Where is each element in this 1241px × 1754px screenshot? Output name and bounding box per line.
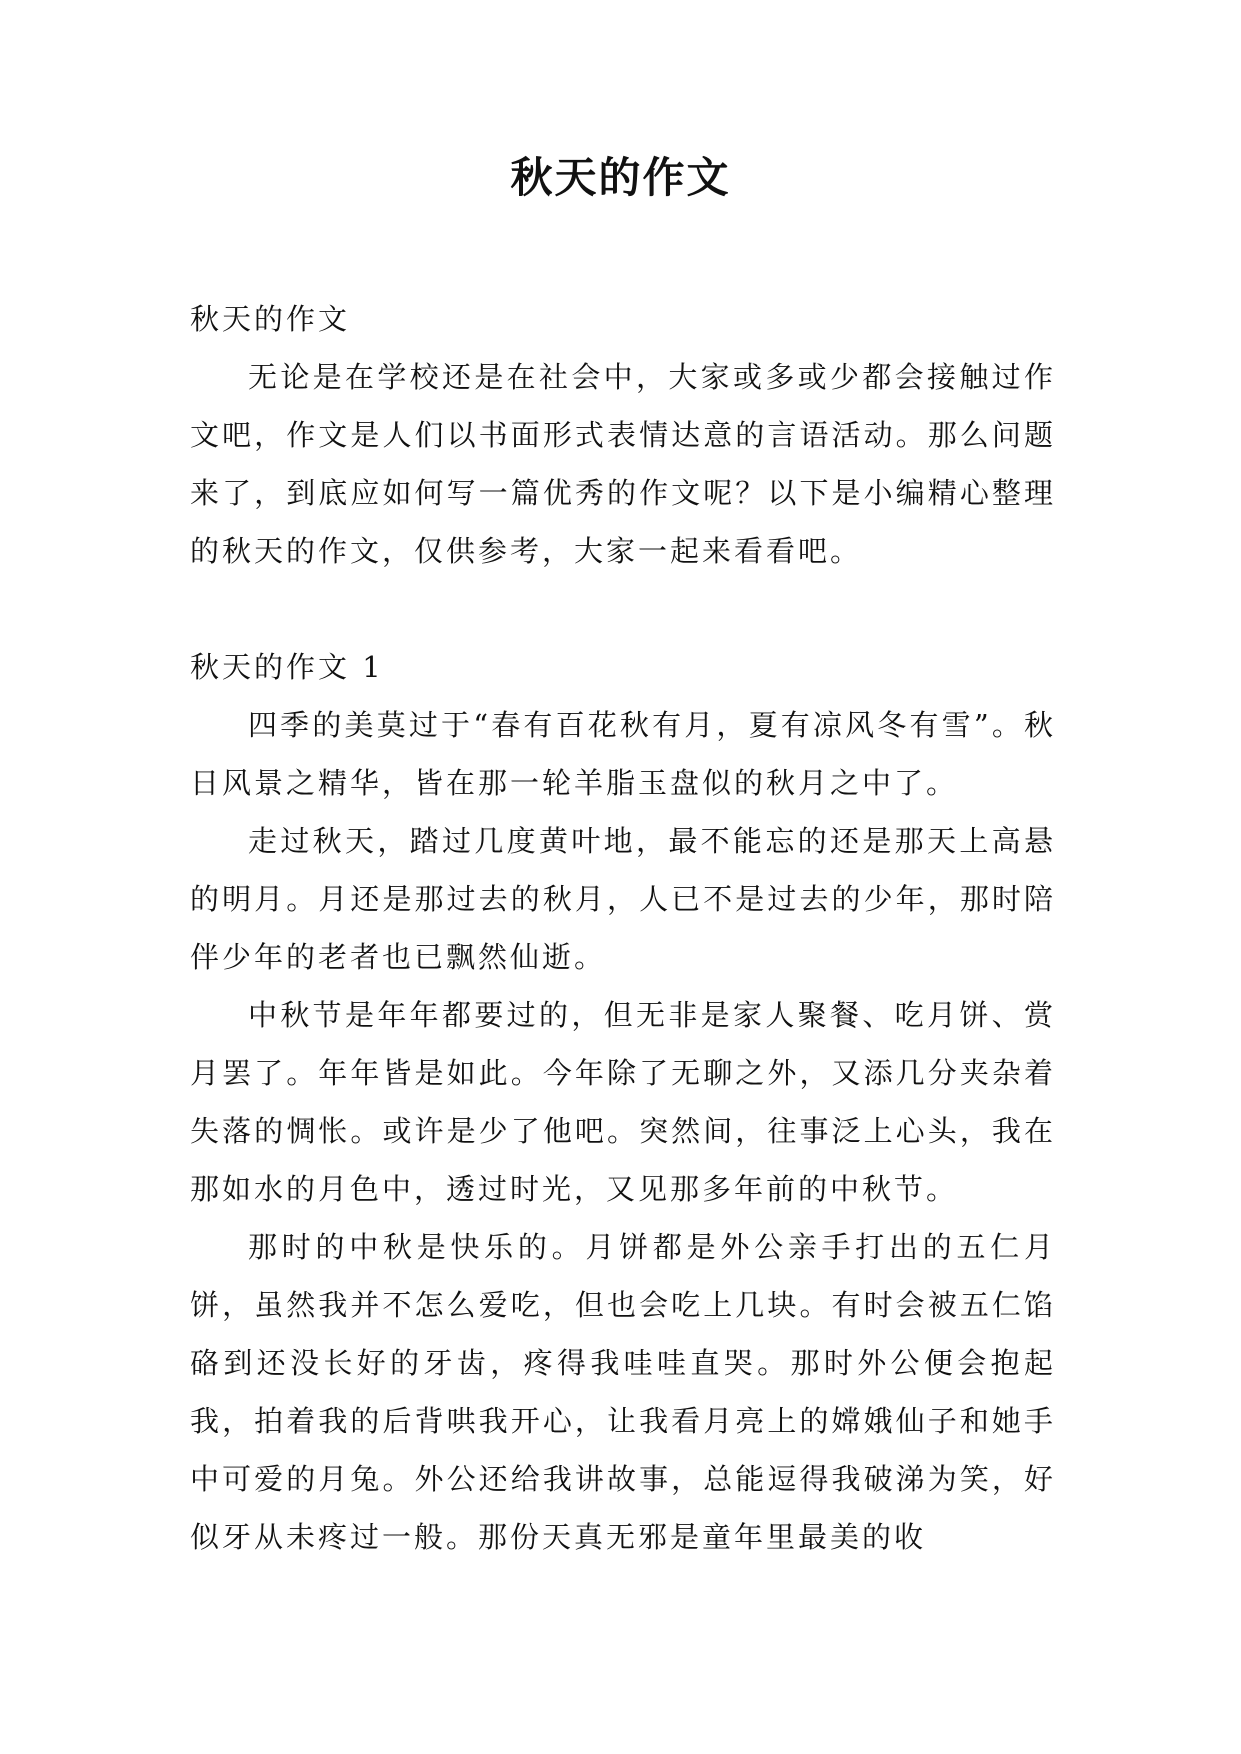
intro-heading: 秋天的作文 — [190, 302, 351, 336]
section-1-paragraph-1: 四季的美莫过于“春有百花秋有月，夏有凉风冬有雪”。秋日风景之精华，皆在那一轮羊脂玉盘似的秋月之中了。 — [190, 708, 1056, 800]
section-1-paragraph-4: 那时的中秋是快乐的。月饼都是外公亲手打出的五仁月饼，虽然我并不怎么爱吃，但也会吃上几块。有时会被五仁馅硌到还没长好的牙齿，疼得我哇哇直哭。那时外公便会抱起我，拍着我的后背哄我开心，让我看月亮上的嫦娥仙子和她手中可爱的月兔。外公还给我讲故事，总能逗得我破涕为笑，好似牙从未疼过一般。那份天真无邪是童年里最美的收 — [190, 1230, 1056, 1554]
intro-paragraph: 无论是在学校还是在社会中，大家或多或少都会接触过作文吧，作文是人们以书面形式表情达意的言语活动。那么问题来了，到底应如何写一篇优秀的作文呢？以下是小编精心整理的秋天的作文，仅供参考，大家一起来看看吧。 — [190, 360, 1056, 568]
section-1-paragraph-3: 中秋节是年年都要过的，但无非是家人聚餐、吃月饼、赏月罢了。年年皆是如此。今年除了无聊之外，又添几分夹杂着失落的惆怅。或许是少了他吧。突然间，往事泛上心头，我在那如水的月色中，透过时光，又见那多年前的中秋节。 — [190, 998, 1056, 1206]
section-1-paragraph-2: 走过秋天，踏过几度黄叶地，最不能忘的还是那天上高悬的明月。月还是那过去的秋月，人已不是过去的少年，那时陪伴少年的老者也已飘然仙逝。 — [190, 824, 1056, 974]
document-title: 秋天的作文 — [510, 153, 731, 202]
section-1-heading: 秋天的作文 1 — [190, 650, 384, 684]
document-body — [190, 290, 1056, 1566]
section-spacer — [190, 580, 1056, 638]
